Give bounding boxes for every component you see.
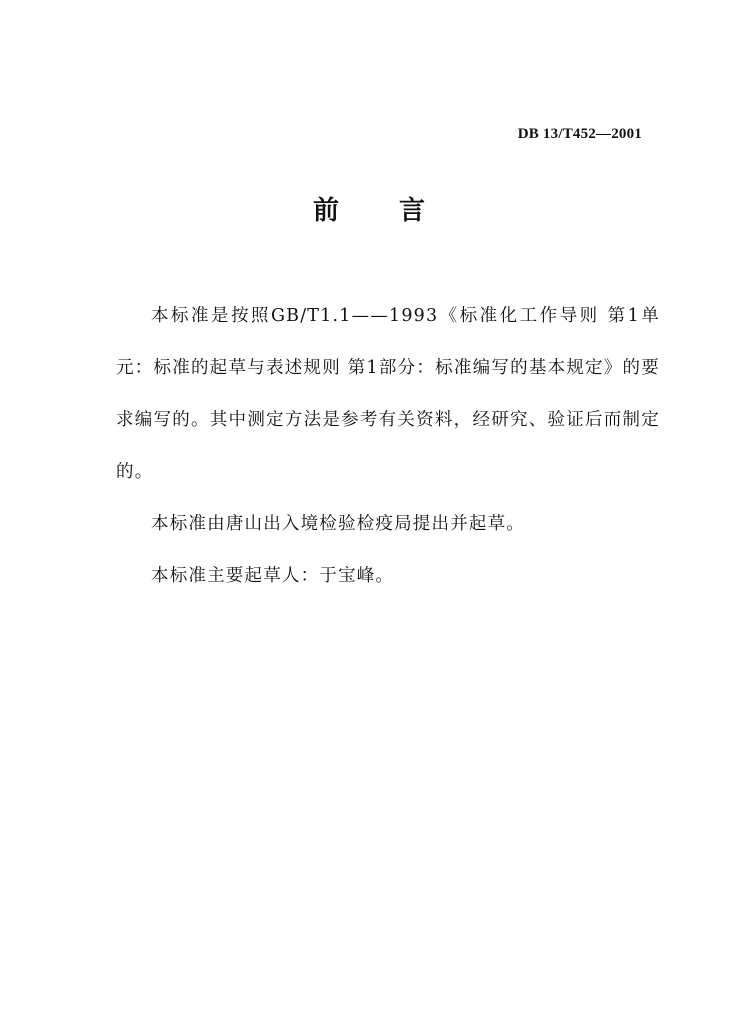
paragraph-standard-basis: 本标准是按照GB/T1.1——1993《标准化工作导则 第1单元：标准的起草与表述规则 第1部分：标准编写的基本规定》的要求编写的。其中测定方法是参考有关资料，经研究、验证后而制定的。 — [116, 306, 660, 482]
document-body — [116, 290, 660, 602]
paragraph-drafter: 本标准主要起草人：于宝峰。 — [151, 566, 395, 586]
page-title: 前言 — [312, 196, 485, 226]
paragraph-proposer: 本标准由唐山出入境检验检疫局提出并起草。 — [151, 514, 525, 534]
document-code: DB 13/T452—2001 — [517, 126, 642, 142]
